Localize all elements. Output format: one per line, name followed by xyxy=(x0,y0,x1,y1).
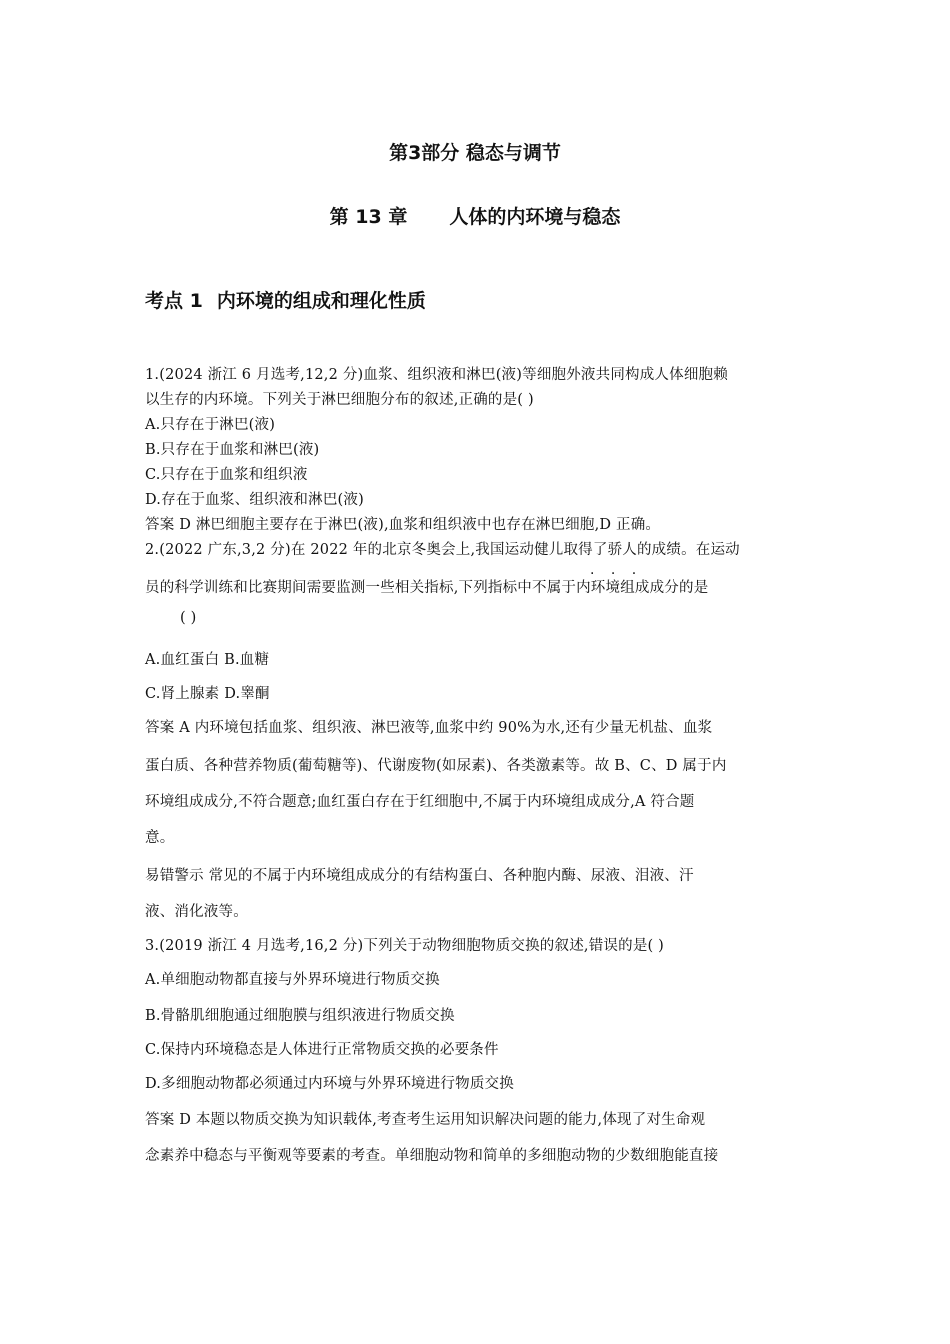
q2-options-ab: A.血红蛋白 B.血糖 xyxy=(145,652,270,668)
chapter-title xyxy=(0,202,950,229)
section-title xyxy=(145,286,426,313)
q2-options-cd: C.肾上腺素 D.睾酮 xyxy=(145,686,270,702)
q2-answer-line-1: 答案 A 内环境包括血浆、组织液、淋巴液等,血浆中约 90%为水,还有少量无机盐、血浆 xyxy=(145,720,713,736)
chapter-number: 第 13 章 xyxy=(329,206,408,228)
section-number: 考点 1 xyxy=(145,290,203,312)
warning-line-1: 易错警示 常见的不属于内环境组成成分的有结构蛋白、各种胞内酶、尿液、泪液、汗 xyxy=(145,868,694,884)
q2-answer-line-4: 意。 xyxy=(145,830,175,846)
part-title: 第3部分 稳态与调节 xyxy=(389,142,561,164)
section-name: 内环境的组成和理化性质 xyxy=(216,290,426,312)
q2-answer-line-2: 蛋白质、各种营养物质(葡萄糖等)、代谢废物(如尿素)、各类激素等。故 B、C、D 属于内 xyxy=(145,758,727,774)
q3-stem: 3.(2019 浙江 4 月选考,16,2 分)下列关于动物细胞物质交换的叙述,错误的是( ) xyxy=(145,938,665,954)
q3-option-c: C.保持内环境稳态是人体进行正常物质交换的必要条件 xyxy=(145,1042,499,1058)
warning-line-2: 液、消化液等。 xyxy=(145,904,248,920)
emphasis-dots: · · · xyxy=(590,566,643,582)
q1-option-b: B.只存在于血浆和淋巴(液) xyxy=(145,442,320,458)
q2-stem-line-2: 员的科学训练和比赛期间需要监测一些相关指标,下列指标中不属于内环境组成成分的是 xyxy=(145,580,709,596)
q2-stem-line-1: 2.(2022 广东,3,2 分)在 2022 年的北京冬奥会上,我国运动健儿取得了骄人的成绩。在运动 xyxy=(145,542,740,558)
chapter-name: 人体的内环境与稳态 xyxy=(449,206,621,228)
q1-answer: 答案 D 淋巴细胞主要存在于淋巴(液),血浆和组织液中也存在淋巴细胞,D 正确。 xyxy=(145,517,661,533)
q1-stem-line-1: 1.(2024 浙江 6 月选考,12,2 分)血浆、组织液和淋巴(液)等细胞外液共同构成人体细胞赖 xyxy=(145,367,728,383)
q1-option-d: D.存在于血浆、组织液和淋巴(液) xyxy=(145,492,364,508)
q3-answer-line-1: 答案 D 本题以物质交换为知识载体,考查考生运用知识解决问题的能力,体现了对生命观 xyxy=(145,1112,706,1128)
q2-answer-blank: ( ) xyxy=(180,610,197,626)
q3-option-a: A.单细胞动物都直接与外界环境进行物质交换 xyxy=(145,972,440,988)
q3-option-b: B.骨骼肌细胞通过细胞膜与组织液进行物质交换 xyxy=(145,1008,455,1024)
q2-answer-line-3: 环境组成成分,不符合题意;血红蛋白存在于红细胞中,不属于内环境组成成分,A 符合题 xyxy=(145,794,695,810)
q1-stem-line-2: 以生存的内环境。下列关于淋巴细胞分布的叙述,正确的是( ) xyxy=(145,392,534,408)
q3-option-d: D.多细胞动物都必须通过内环境与外界环境进行物质交换 xyxy=(145,1076,514,1092)
q1-option-c: C.只存在于血浆和组织液 xyxy=(145,467,308,483)
q3-answer-line-2: 念素养中稳态与平衡观等要素的考查。单细胞动物和简单的多细胞动物的少数细胞能直接 xyxy=(145,1148,719,1164)
q1-option-a: A.只存在于淋巴(液) xyxy=(145,417,276,433)
